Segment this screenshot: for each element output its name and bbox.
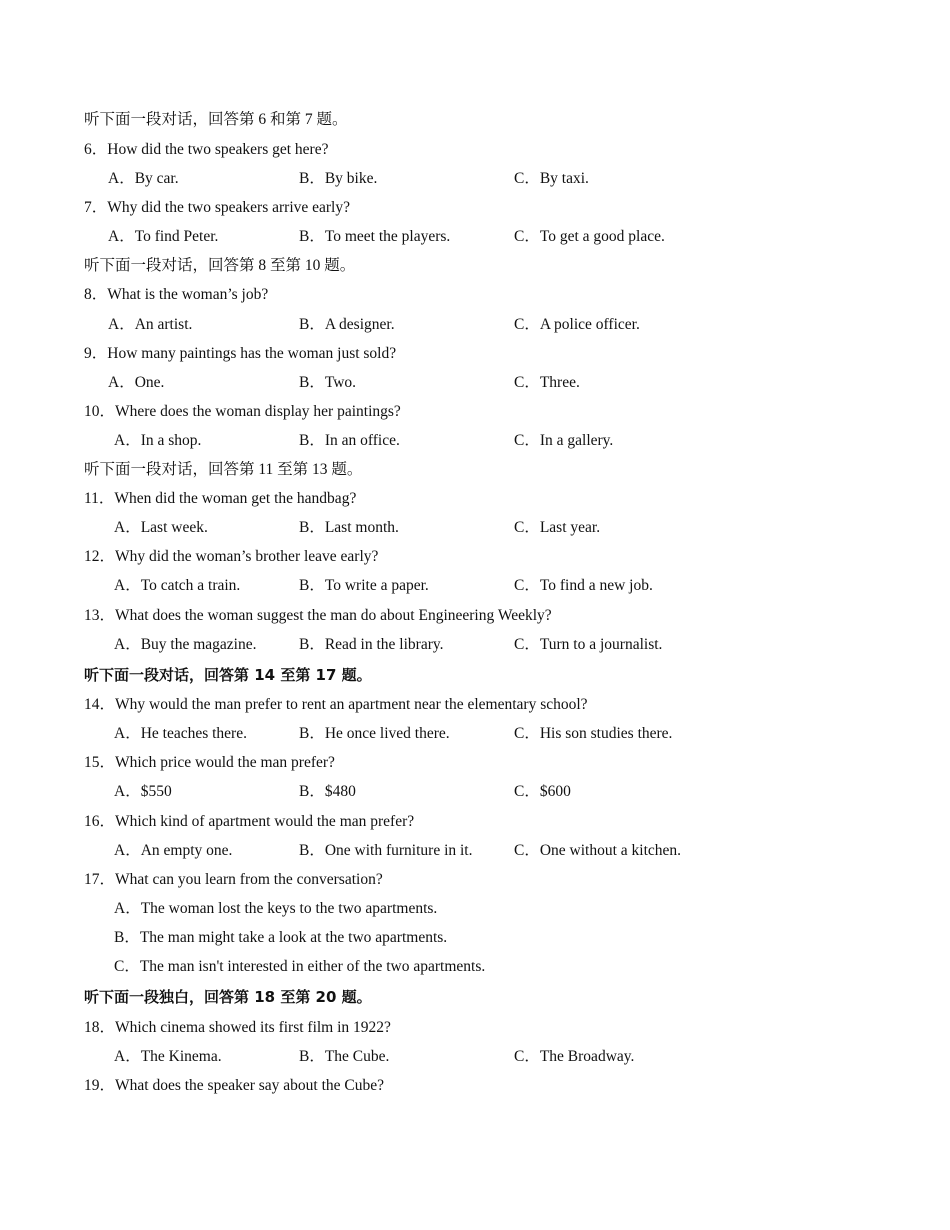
question-14: 14．Why would the man prefer to rent an apartment near the elementary school? [84, 696, 588, 713]
section-header-11-13: 听下面一段对话，回答第 11 至第 13 题。 [84, 461, 363, 478]
q17-option-b: B．The man might take a look at the two apartments. [114, 929, 448, 946]
question-18: 18．Which cinema showed its first film in 1922? [84, 1019, 391, 1036]
section-header-18-20: 听下面一段独白，回答第 18 至第 20 题。 [84, 988, 372, 1006]
q9-option-a: A．One. [108, 374, 165, 391]
q12-option-a: A．To catch a train. [114, 577, 241, 594]
question-16: 16．Which kind of apartment would the man prefer? [84, 813, 415, 830]
q11-option-b: B．Last month. [299, 519, 399, 536]
q7-option-b: B．To meet the players. [299, 228, 451, 245]
question-7: 7．Why did the two speakers arrive early? [84, 199, 350, 216]
q6-option-c: C．By taxi. [514, 170, 589, 187]
question-8: 8．What is the woman’s job? [84, 286, 269, 303]
question-6: 6．How did the two speakers get here? [84, 141, 329, 158]
q8-option-b: B．A designer. [299, 316, 395, 333]
q7-option-a: A．To find Peter. [108, 228, 219, 245]
q10-option-a: A．In a shop. [114, 432, 202, 449]
q18-option-b: B．The Cube. [299, 1048, 390, 1065]
q18-option-c: C．The Broadway. [514, 1048, 635, 1065]
section-header-6-7: 听下面一段对话，回答第 6 和第 7 题。 [84, 111, 348, 128]
q8-option-a: A．An artist. [108, 316, 193, 333]
q9-option-c: C．Three. [514, 374, 580, 391]
question-13: 13．What does the woman suggest the man do about Engineering Weekly? [84, 607, 552, 624]
question-9: 9．How many paintings has the woman just sold? [84, 345, 397, 362]
question-15: 15．Which price would the man prefer? [84, 754, 335, 771]
q13-option-c: C．Turn to a journalist. [514, 636, 663, 653]
q16-option-c: C．One without a kitchen. [514, 842, 682, 859]
q9-option-b: B．Two. [299, 374, 357, 391]
q8-option-c: C．A police officer. [514, 316, 640, 333]
question-19: 19．What does the speaker say about the Cube? [84, 1077, 385, 1094]
section-header-8-10: 听下面一段对话，回答第 8 至第 10 题。 [84, 257, 356, 274]
q6-option-a: A．By car. [108, 170, 179, 187]
q14-option-b: B．He once lived there. [299, 725, 450, 742]
question-17: 17．What can you learn from the conversation? [84, 871, 383, 888]
section-header-14-17: 听下面一段对话，回答第 14 至第 17 题。 [84, 666, 372, 684]
q16-option-a: A．An empty one. [114, 842, 233, 859]
q6-option-b: B．By bike. [299, 170, 378, 187]
q13-option-a: A．Buy the magazine. [114, 636, 257, 653]
q15-option-a: A．$550 [114, 783, 172, 800]
q7-option-c: C．To get a good place. [514, 228, 665, 245]
q15-option-c: C．$600 [514, 783, 571, 800]
q12-option-b: B．To write a paper. [299, 577, 429, 594]
q14-option-c: C．His son studies there. [514, 725, 673, 742]
q13-option-b: B．Read in the library. [299, 636, 444, 653]
q14-option-a: A．He teaches there. [114, 725, 247, 742]
q11-option-c: C．Last year. [514, 519, 601, 536]
q15-option-b: B．$480 [299, 783, 356, 800]
q18-option-a: A．The Kinema. [114, 1048, 222, 1065]
q17-option-c: C．The man isn't interested in either of the two apartments. [114, 958, 486, 975]
question-12: 12．Why did the woman’s brother leave early? [84, 548, 379, 565]
q11-option-a: A．Last week. [114, 519, 208, 536]
q10-option-c: C．In a gallery. [514, 432, 614, 449]
question-11: 11．When did the woman get the handbag? [84, 490, 357, 507]
q16-option-b: B．One with furniture in it. [299, 842, 473, 859]
question-10: 10．Where does the woman display her paintings? [84, 403, 401, 420]
q10-option-b: B．In an office. [299, 432, 400, 449]
q12-option-c: C．To find a new job. [514, 577, 653, 594]
q17-option-a: A．The woman lost the keys to the two apartments. [114, 900, 438, 917]
